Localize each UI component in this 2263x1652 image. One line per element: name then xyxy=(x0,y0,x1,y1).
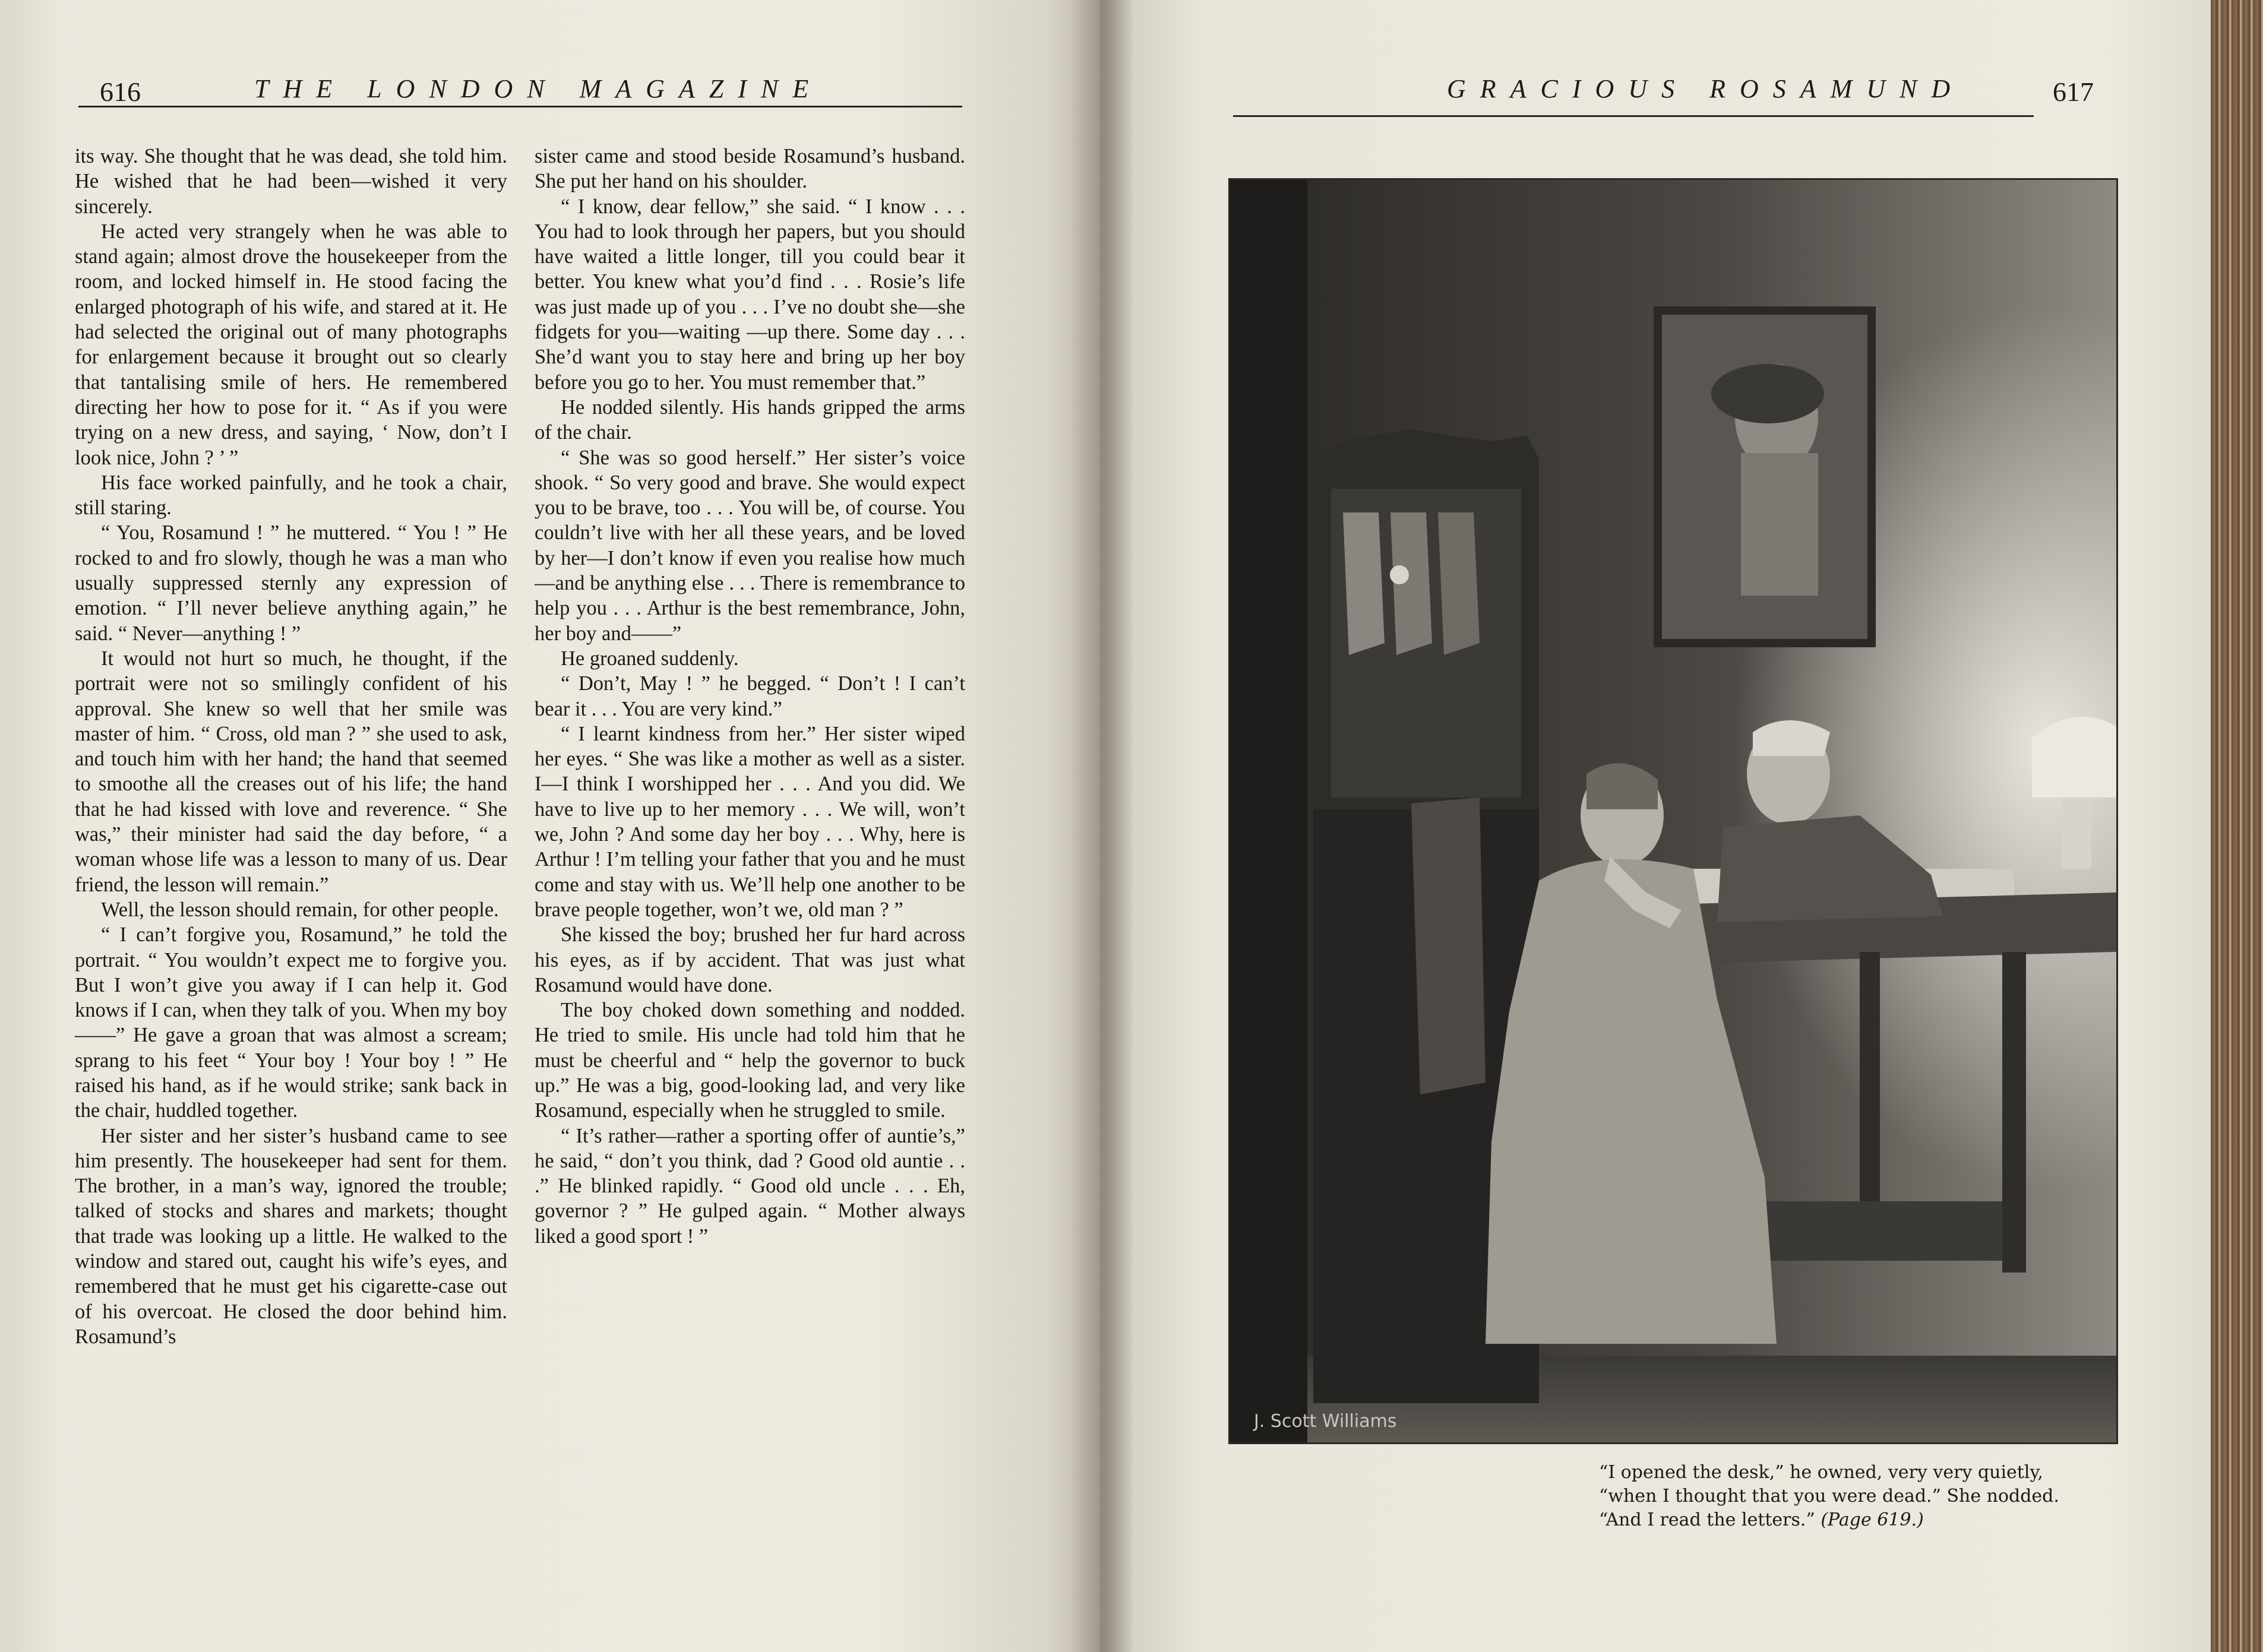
chair xyxy=(1411,797,1486,1094)
running-head: THE LONDON MAGAZINE xyxy=(254,74,823,103)
text-column-2 xyxy=(535,144,965,1249)
paragraph: It would not hurt so much, he thought, if the portrait were not so smilingly confident of his approval. She knew so well that her smile was master of him. “ Cross, old man ? ” she used to ask, and touch him with her hand; the hand that seemed to smoothe all the creases out of his life; the hand that he had kissed with love and reverence. “ She was,” their minister had said the day before, “ a woman whose life was a lesson to many of us. Dear friend, the lesson will remain.” xyxy=(75,647,507,896)
paragraph: The boy choked down something and nodded. He tried to smile. His uncle had told him that he must be cheerful and “ help the governor to buck up.” He was a big, good-looking lad, and very like Rosamund, especially when he struggled to smile. xyxy=(535,999,965,1122)
header-rule xyxy=(78,106,962,107)
paragraph: “ You, Rosamund ! ” he muttered. “ You ! ” He rocked to and fro slowly, though he was a man who usually suppressed sternly any expression of emotion. “ I’ll never believe anything again,” he said. “ Never—anything ! ” xyxy=(75,521,507,645)
paragraph: “ I learnt kindness from her.” Her sister wiped her eyes. “ She was like a mother as well as a sister. I—I think I worshipped her . . . And you did. We have to live up to her memory . . . We will, won’t we, John ? And some day her boy . . . Why, here is Arthur ! I’m telling your father that you and he must come and stay with us. We’ll help one another to be brave people together, won’t we, old man ? ” xyxy=(535,722,965,921)
wall-portrait xyxy=(1658,311,1872,643)
paragraph: “ It’s rather—rather a sporting offer of auntie’s,” he said, “ don’t you think, dad ? Good old auntie . . .” He blinked rapidly. “ Good old uncle . . . Eh, governor ? ” He gulped again. “ Mother always liked a good sport ! ” xyxy=(535,1124,965,1248)
illustration-caption xyxy=(1599,1461,2103,1532)
caption-page-reference: (Page 619.) xyxy=(1820,1509,1924,1530)
header-rule xyxy=(1233,115,2034,117)
paragraph: “ She was so good herself.” Her sister’s voice shook. “ So very good and brave. She would expect you to be brave, too . . . You will be, of course. You couldn’t live with her all these years, and be loved by her—I don’t know if even you realise how much—and be anything else . . . There is remembrance to help you . . . Arthur is the best remembrance, John, her boy and——” xyxy=(535,446,965,645)
paragraph: Her sister and her sister’s husband came to see him presently. The housekeeper had sent for them. The brother, in a man’s way, ignored the trouble; talked of stocks and shares and markets; thought that trade was looking up a little. He walked to the window and stared out, caught his wife’s eyes, and remembered that he must get his cigarette-case out of his overcoat. He closed the door behind him. Rosamund’s xyxy=(75,1124,507,1348)
page-number: 617 xyxy=(2053,77,2094,107)
book-edge xyxy=(2211,0,2263,1652)
caption-line: “when I thought that you were dead.” She nodded. xyxy=(1599,1486,2059,1507)
paragraph: “ I know, dear fellow,” she said. “ I know . . . You had to look through her papers, but you should have waited a little longer, till you could bear it better. You knew what you’d find . . . Rosie’s life was just made up of you . . . I’ve no doubt she—she fidgets for you—waiting —up there. Some day . . . She’d want you to stay here and bring up her boy before you go to her. You must remember that.” xyxy=(535,195,965,394)
curtain xyxy=(1230,180,1307,1442)
paragraph: He nodded silently. His hands gripped the arms of the chair. xyxy=(535,395,965,444)
paragraph: sister came and stood beside Rosamund’s husband. She put her hand on his shoulder. xyxy=(535,145,965,193)
paragraph: She kissed the boy; brushed her fur hard across his eyes, as if by accident. That was just what Rosamund would have done. xyxy=(535,923,965,996)
paragraph: He groaned suddenly. xyxy=(561,647,739,670)
paragraph: its way. She thought that he was dead, she told him. He wished that he had been—wished it very sincerely. xyxy=(75,145,507,218)
text-column-1 xyxy=(75,144,507,1349)
caption-line xyxy=(1599,1508,2103,1532)
left-page xyxy=(0,0,1100,1652)
paragraph: “ Don’t, May ! ” he begged. “ Don’t ! I can’t bear it . . . You are very kind.” xyxy=(535,672,965,720)
running-head: GRACIOUS ROSAMUND xyxy=(1447,74,1965,103)
artist-signature: J. Scott Williams xyxy=(1254,1411,1397,1432)
paragraph: His face worked painfully, and he took a chair, still staring. xyxy=(75,471,507,520)
page-number: 616 xyxy=(100,77,141,107)
illustration-drawing xyxy=(1230,180,2116,1442)
paragraph: He acted very strangely when he was able to stand again; almost drove the housekeeper from the room, and locked himself in. He stood facing the enlarged photograph of his wife, and stared at it. He had selected the original out of many photographs for enlargement because it brought out so clearly that tantalising smile of hers. He remembered directing her how to pose for it. “ As if you were trying on a new dress, and saying, ‘ Now, don’t I look nice, John ? ’ ” xyxy=(75,220,507,469)
caption-line: “I opened the desk,” he owned, very very quietly, xyxy=(1599,1462,2043,1483)
paragraph: Well, the lesson should remain, for other people. xyxy=(101,898,499,921)
illustration xyxy=(1228,178,2118,1444)
caption-text: “And I read the letters.” xyxy=(1599,1509,1815,1530)
paragraph: “ I can’t forgive you, Rosamund,” he told the portrait. “ You wouldn’t expect me to forgive you. But I won’t give you away if I can help it. God knows if I can, when they talk of you. When my boy——” He gave a groan that was almost a scream; sprang to his feet “ Your boy ! Your boy ! ” He raised his hand, as if he would strike; sank back in the chair, huddled together. xyxy=(75,923,507,1122)
